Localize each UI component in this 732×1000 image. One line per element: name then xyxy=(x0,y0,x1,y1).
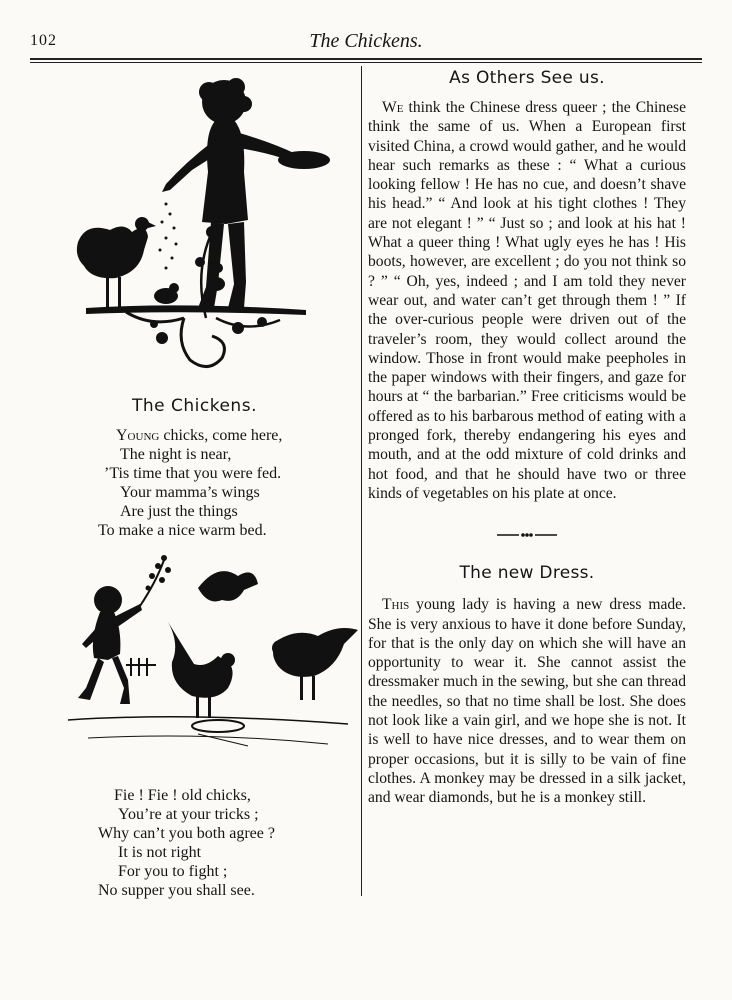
poem-line: Your mamma’s wings xyxy=(120,484,260,501)
poem-line: For you to fight ; xyxy=(118,863,228,880)
poem-line: The night is near, xyxy=(120,446,232,463)
fighting-chickens-illustration xyxy=(68,548,358,768)
section-divider-ornament xyxy=(497,531,557,539)
poem-line: You’re at your tricks ; xyxy=(118,806,259,823)
poem-line: To make a nice warm bed. xyxy=(98,522,267,539)
poem-first-word: Young xyxy=(116,427,160,444)
feeding-chickens-illustration xyxy=(66,72,336,382)
right-column xyxy=(368,66,686,808)
poem-line: Are just the things xyxy=(120,503,238,520)
poem-title-chickens: The Chickens. xyxy=(132,396,257,416)
article-title-new-dress: The new Dress. xyxy=(459,563,595,584)
article-title-others: As Others See us. xyxy=(449,68,605,88)
column-divider xyxy=(361,66,362,896)
article-first-word: We xyxy=(382,99,404,116)
poem-line: Young chicks, come here, xyxy=(116,427,283,444)
article-body-others: We think the Chinese dress queer ; the Chinese think the same of us. When a European first visited China, a crowd would gather, and he would hear such remarks as these : “ What a curious looking fellow ! He has no cue, and doesn’t shave his head.” “ And look at his tight clothes ! They are not elegant ! ” “ Just so ; and look at his hat ! What a queer thing ! What ugly eyes he has ! His boots, however, are excellent ; do you not think so ? ” “ Oh, yes, indeed ; and I am told they never wear out, and water can’t get through them ! ” If the over-curious people were driven out of the traveler’s room, they would collect around the window. Those in front would make peepholes in the paper windows with their fingers, and gaze for hours at “ the barbarian.” Free criticisms would be offered as to his barbarous method of eating with a pronged fork, thereby endangering his eyes and mouth, and at the odd mixture of cold drinks and hot food, and that he should have two or three kinds of vegetables on his plate at once. xyxy=(368,99,686,502)
header-rule xyxy=(30,58,702,63)
poem-fie-fie xyxy=(98,786,275,900)
poem-line: No supper you shall see. xyxy=(98,882,255,899)
page-number: 102 xyxy=(30,32,57,49)
article-first-word: This xyxy=(382,596,410,614)
poem-chickens xyxy=(98,426,282,540)
running-title: The Chickens. xyxy=(309,30,423,52)
poem-line: ’Tis time that you were fed. xyxy=(104,465,282,482)
poem-line: Why can’t you both agree ? xyxy=(98,825,275,842)
poem-line: Fie ! Fie ! old chicks, xyxy=(114,787,251,804)
article-body-new-dress: This young lady is having a new dress made. She is very anxious to have it done before Sunday, for that is the only day on which she will have an opportunity to wear it. She cannot assist the dressmaker much in the sewing, but she can thread the needles, so that no time shall be lost. She does not look like a vain girl, and we hope she is not. It is well to have nice dresses, and to wear them on proper occasions, but it is silly to be vain of fine clothes. A monkey may be dressed in a silk jacket, and wear diamonds, but he is a monkey still. xyxy=(368,596,686,807)
poem-line: It is not right xyxy=(118,844,202,861)
